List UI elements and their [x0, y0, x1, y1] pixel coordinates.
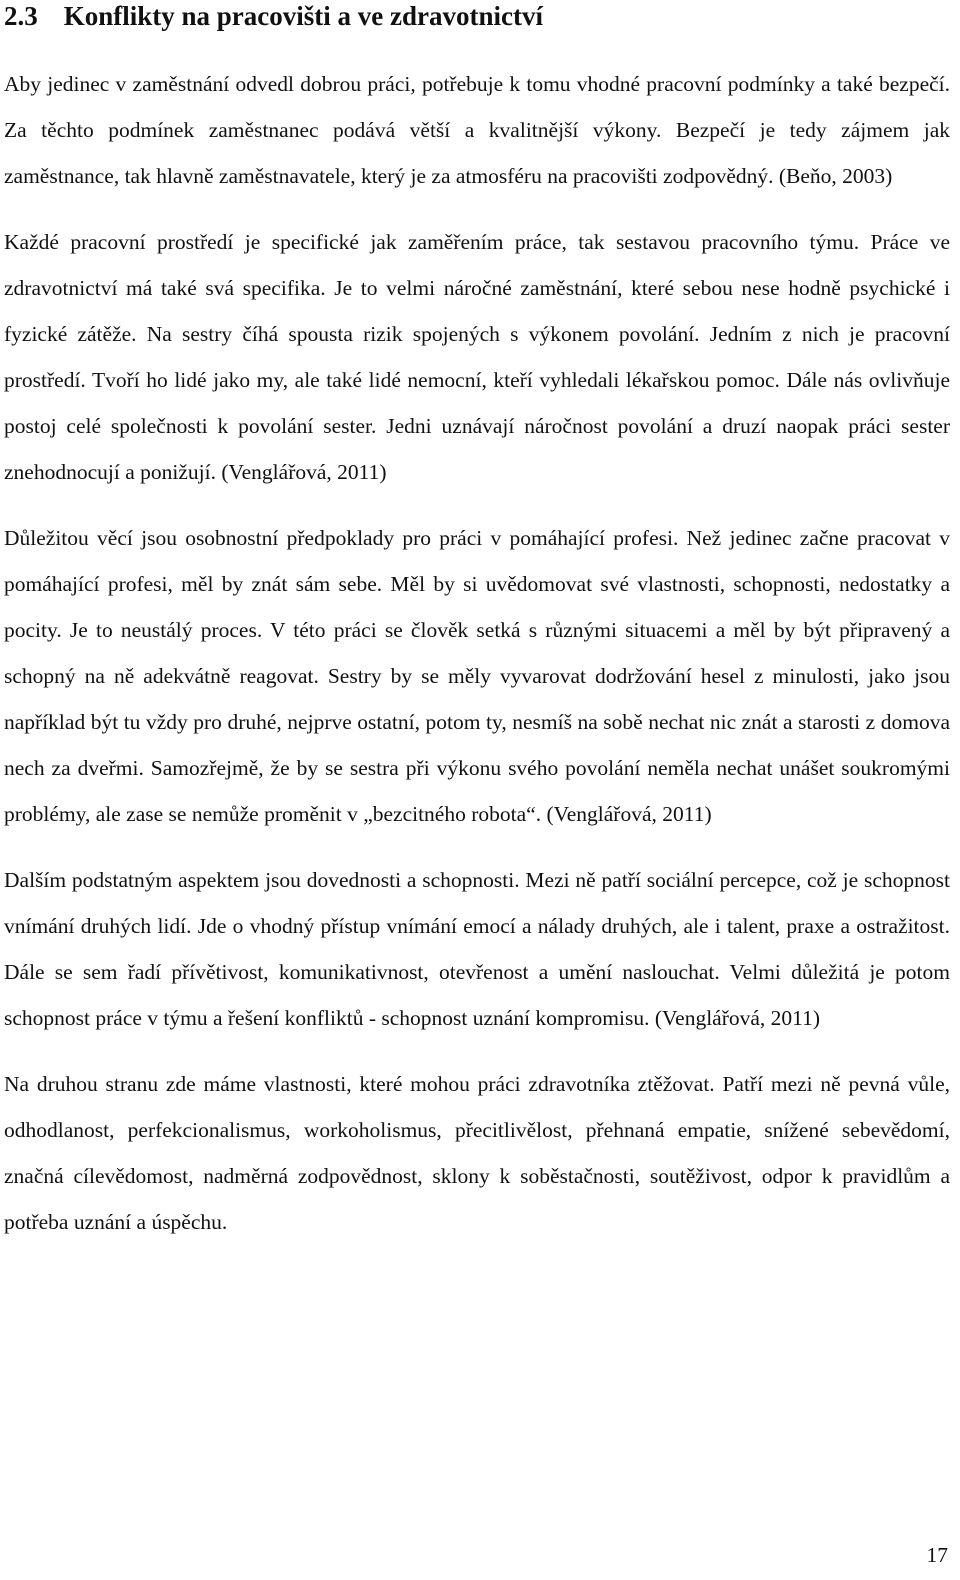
- paragraph-2: Každé pracovní prostředí je specifické jak zaměřením práce, tak sestavou pracovního týmu. Práce ve zdravotnictví má také svá specifika. Je to velmi náročné zaměstnání, které sebou nese hodně psychické i fyzické zátěže. Na sestry číhá spousta rizik spojených s výkonem povolání. Jedním z nich je pracovní prostředí. Tvoří ho lidé jako my, ale také lidé nemocní, kteří vyhledali lékařskou pomoc. Dále nás ovlivňuje postoj celé společnosti k povolání sester. Jedni uznávají náročnost povolání a druzí naopak práci sester znehodnocují a ponižují. (Venglářová, 2011): [4, 230, 950, 484]
- document-page: [4, 0, 950, 1245]
- page-number: 17: [926, 1543, 948, 1567]
- paragraph-1: Aby jedinec v zaměstnání odvedl dobrou práci, potřebuje k tomu vhodné pracovní podmínky a také bezpečí. Za těchto podmínek zaměstnanec podává větší a kvalitnější výkony. Bezpečí je tedy zájmem jak zaměstnance, tak hlavně zaměstnavatele, který je za atmosféru na pracovišti zodpovědný. (Beňo, 2003): [4, 72, 950, 188]
- section-heading: [4, 0, 950, 32]
- section-number: 2.3: [4, 1, 38, 31]
- paragraph-5: Na druhou stranu zde máme vlastnosti, které mohou práci zdravotníka ztěžovat. Patří mezi ně pevná vůle, odhodlanost, perfekcionalismus, workoholismus, přecitlivělost, přehnaná empatie, snížené sebevědomí, značná cílevědomost, nadměrná zodpovědnost, sklony k soběstačnosti, soutěživost, odpor k pravidlům a potřeba uznání a úspěchu.: [4, 1072, 950, 1234]
- paragraph-3: Důležitou věcí jsou osobnostní předpoklady pro práci v pomáhající profesi. Než jedinec začne pracovat v pomáhající profesi, měl by znát sám sebe. Měl by si uvědomovat své vlastnosti, schopnosti, nedostatky a pocity. Je to neustálý proces. V této práci se člověk setká s různými situacemi a měl by být připravený a schopný na ně adekvátně reagovat. Sestry by se měly vyvarovat dodržování hesel z minulosti, jako jsou například být tu vždy pro druhé, nejprve ostatní, potom ty, nesmíš na sobě nechat nic znát a starosti z domova nech za dveřmi. Samozřejmě, že by se sestra při výkonu svého povolání neměla nechat unášet soukromými problémy, ale zase se nemůže proměnit v „bezcitného robota“. (Venglářová, 2011): [4, 526, 950, 826]
- paragraph-4: Dalším podstatným aspektem jsou dovednosti a schopnosti. Mezi ně patří sociální percepce, což je schopnost vnímání druhých lidí. Jde o vhodný přístup vnímání emocí a nálady druhých, ale i talent, praxe a ostražitost. Dále se sem řadí přívětivost, komunikativnost, otevřenost a umění naslouchat. Velmi důležitá je potom schopnost práce v týmu a řešení konfliktů - schopnost uznání kompromisu. (Venglářová, 2011): [4, 868, 950, 1030]
- section-title: Konflikty na pracovišti a ve zdravotnictví: [63, 1, 543, 31]
